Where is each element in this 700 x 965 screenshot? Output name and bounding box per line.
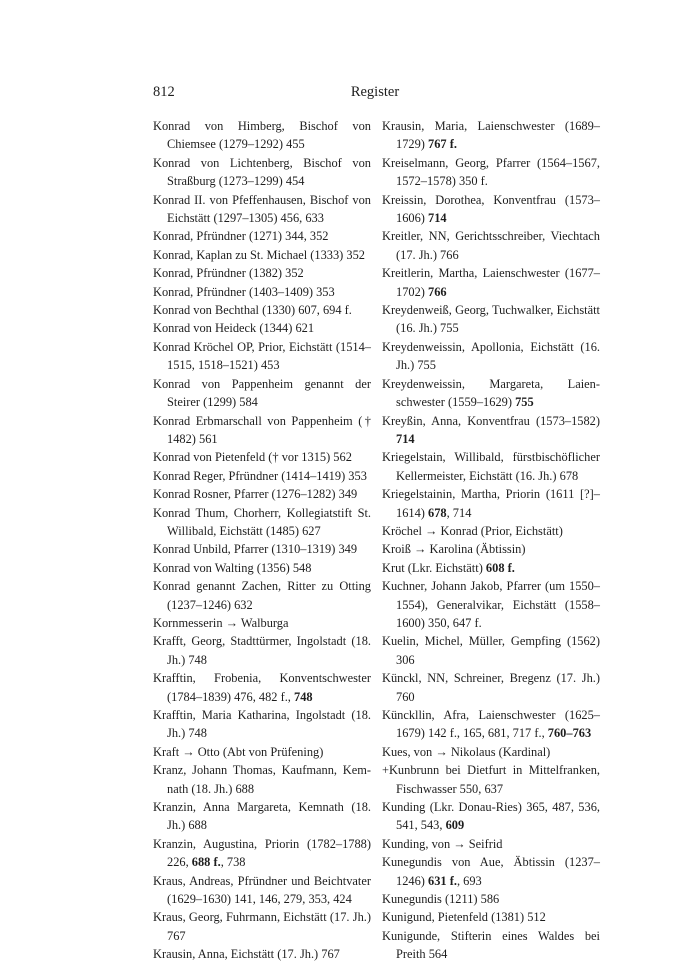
entry-text: Kraft → Otto (Abt von Prüfening): [153, 744, 324, 759]
entry-text: , 714: [446, 505, 472, 520]
index-entry: [153, 559, 371, 577]
entry-page-ref-bold: 748: [294, 689, 313, 704]
index-entry: [382, 191, 600, 228]
entry-text: Konrad, Pfründner (1382) 352: [153, 266, 304, 281]
entry-text: Konrad, Kaplan zu St. Michael (1333) 352: [153, 247, 365, 262]
index-entry: [382, 706, 600, 743]
entry-page-ref-bold: 760–763: [547, 726, 592, 741]
entry-text: Kreitlerin, Martha, Laienschwester (1677–1702): [382, 266, 600, 299]
index-entry: [382, 412, 600, 449]
index-entry: [382, 632, 600, 669]
index-entry: [153, 540, 371, 558]
page-header: [153, 84, 597, 104]
entry-text: Kreitler, NN, Gerichtsschreiber, Viechtach (17. Jh.) 766: [382, 229, 600, 262]
index-entry: [382, 559, 600, 577]
entry-text: Kunegundis (1211) 586: [382, 892, 500, 907]
index-entry: [153, 835, 371, 872]
index-entry: [382, 890, 600, 908]
index-entry: [153, 448, 371, 466]
entry-text: Kröchel → Konrad (Prior, Eichstätt): [382, 523, 563, 538]
entry-text: +Kunbrunn bei Dietfurt in Mittelfranken, Fischwasser 550, 637: [382, 763, 600, 796]
entry-text: Kreissin, Dorothea, Konventfrau (1573–1606): [382, 192, 600, 226]
index-entry: [382, 522, 600, 540]
index-entry: [153, 761, 371, 798]
entry-text: Kunegundis von Aue, Äbtissin (1237–1246): [382, 855, 600, 888]
entry-text: , 693: [456, 873, 482, 888]
index-entry: [382, 117, 600, 154]
entry-text: Kranzin, Augustina, Priorin (1782–1788) 226,: [153, 836, 371, 870]
index-entry: [153, 301, 371, 319]
index-entry: [382, 375, 600, 412]
entry-text: Konrad II. von Pfeffenhausen, Bischof von Eichstätt (1297–1305) 456, 633: [153, 192, 371, 226]
index-entry: [382, 154, 600, 191]
entry-text: Kreydenweissin, Apollonia, Eichstätt (16. Jh.) 755: [382, 339, 600, 373]
index-entry: [153, 246, 371, 264]
index-entry: [153, 577, 371, 614]
index-entry: [153, 669, 371, 706]
entry-text: Kues, von → Nikolaus (Kardinal): [382, 744, 551, 759]
entry-text: Kunding (Lkr. Donau-Ries) 365, 487, 536, 541, 543,: [382, 800, 600, 833]
entry-text: Konrad von Bechthal (1330) 607, 694 f.: [153, 303, 352, 318]
index-entry: [153, 283, 371, 301]
index-entry: [153, 485, 371, 503]
index-entry: [153, 872, 371, 909]
entry-text: Krafftin, Maria Katharina, Ingolstadt (18. Jh.) 748: [153, 708, 371, 741]
index-entry: [153, 191, 371, 228]
index-entry: [382, 761, 600, 798]
entry-text: Konrad Thum, Chorherr, Kollegiatstift St. Willibald, Eichstätt (1485) 627: [153, 505, 371, 538]
entry-text: Künckllin, Afra, Laienschwester (1625–1679) 142 f., 165, 681, 717 f.,: [382, 708, 600, 741]
entry-text: Konrad Unbild, Pfarrer (1310–1319) 349: [153, 542, 358, 557]
index-entry: [153, 154, 371, 191]
index-entry: [382, 301, 600, 338]
index-entry: [153, 338, 371, 375]
index-entry: [382, 743, 600, 761]
index-entry: [382, 577, 600, 632]
index-entry: [382, 264, 600, 301]
entry-text: Konrad Reger, Pfründner (1414–1419) 353: [153, 468, 367, 483]
index-entry: [382, 853, 600, 890]
entry-text: Kroiß → Karolina (Äbtissin): [382, 542, 526, 557]
index-entry: [153, 117, 371, 154]
entry-text: Kriegelstain, Willibald, fürstbischöflicher Kellermeister, Eichstätt (16. Jh.) 678: [382, 450, 600, 483]
entry-text: Krausin, Maria, Laienschwester (1689–1729): [382, 119, 600, 152]
entry-text: , 738: [220, 855, 246, 870]
entry-text: Konrad von Lichtenberg, Bischof von Straßburg (1273–1299) 454: [153, 155, 371, 189]
entry-text: Konrad von Heideck (1344) 621: [153, 321, 315, 336]
entry-text: Konrad genannt Zachen, Ritter zu Otting (1237–1246) 632: [153, 579, 371, 612]
entry-text: Konrad von Pappenheim genannt der Steirer (1299) 584: [153, 376, 371, 410]
index-entry: [382, 485, 600, 522]
entry-text: Kunigund, Pietenfeld (1381) 512: [382, 910, 546, 925]
entry-text: Konrad, Pfründner (1403–1409) 353: [153, 284, 335, 299]
entry-text: Krafft, Georg, Stadttürmer, Ingolstadt (18. Jh.) 748: [153, 634, 371, 667]
entry-text: Kunigunde, Stifterin eines Waldes bei Preith 564: [382, 928, 600, 962]
index-entry: [382, 927, 600, 964]
entry-text: Kriegelstainin, Martha, Priorin (1611 [?]–1614): [382, 487, 600, 520]
index-entry: [382, 448, 600, 485]
index-entry: [382, 338, 600, 375]
entry-text: Kornmesserin → Walburga: [153, 615, 289, 630]
index-entry: [153, 375, 371, 412]
index-entry: [153, 945, 371, 963]
index-entry: [153, 706, 371, 743]
index-entry: [153, 264, 371, 282]
entry-text: Kuchner, Johann Jakob, Pfarrer (um 1550–1554), Generalvikar, Eichstätt (1558–1600) 350, 647 f.: [382, 579, 600, 630]
index-entry: [382, 908, 600, 926]
index-entry: [153, 467, 371, 485]
index-entry: [382, 798, 600, 835]
index-column-left: [153, 117, 371, 964]
entry-text: Kraus, Georg, Fuhrmann, Eichstätt (17. Jh.) 767: [153, 910, 371, 943]
entry-text: Kranzin, Anna Margareta, Kemnath (18. Jh.) 688: [153, 800, 371, 833]
entry-page-ref-bold: 608 f.: [485, 560, 515, 575]
entry-text: Kreyßin, Anna, Konventfrau (1573–1582): [382, 413, 600, 428]
index-entry: [382, 227, 600, 264]
entry-text: Konrad Erbmarschall von Pappenheim († 1482) 561: [153, 413, 371, 446]
index-entry: [153, 319, 371, 337]
entry-text: Kuelin, Michel, Müller, Gempfing (1562) 306: [382, 634, 600, 667]
index-entry: [153, 798, 371, 835]
entry-text: Künckl, NN, Schreiner, Bregenz (17. Jh.) 760: [382, 671, 600, 704]
index-column-right: [382, 117, 600, 964]
index-entry: [153, 632, 371, 669]
entry-text: Kranz, Johann Thomas, Kaufmann, Kemnath (18. Jh.) 688: [153, 763, 371, 796]
index-entry: [153, 908, 371, 945]
entry-page-ref-bold: 755: [515, 395, 534, 410]
entry-text: Kreiselmann, Georg, Pfarrer (1564–1567, 1572–1578) 350 f.: [382, 155, 600, 189]
index-entry: [153, 227, 371, 245]
entry-text: Konrad von Walting (1356) 548: [153, 560, 312, 575]
entry-text: Konrad, Pfründner (1271) 344, 352: [153, 229, 329, 244]
entry-text: Kraus, Andreas, Pfründner und Beichtvater (1629–1630) 141, 146, 279, 353, 424: [153, 873, 371, 907]
entry-page-ref-bold: 609: [445, 818, 465, 833]
index-entry: [153, 412, 371, 449]
entry-page-ref-bold: 767 f.: [428, 137, 457, 152]
index-entry: [153, 614, 371, 632]
page-number: 812: [153, 84, 175, 100]
index-entry: [153, 743, 371, 761]
entry-text: Konrad von Pietenfeld († vor 1315) 562: [153, 450, 352, 465]
entry-page-ref-bold: 714: [396, 431, 415, 446]
index-entry: [382, 540, 600, 558]
entry-text: Krut (Lkr. Eichstätt): [382, 560, 486, 575]
entry-page-ref-bold: 714: [428, 211, 447, 226]
entry-text: Krausin, Anna, Eichstätt (17. Jh.) 767: [153, 947, 340, 962]
entry-page-ref-bold: 766: [428, 284, 447, 299]
index-entry: [382, 669, 600, 706]
entry-text: Krafftin, Frobenia, Konventschwester (1784–1839) 476, 482 f.,: [153, 671, 371, 704]
entry-page-ref-bold: 678: [428, 505, 447, 520]
running-title: Register: [350, 84, 400, 100]
index-entry: [382, 835, 600, 853]
entry-text: Kunding, von → Seifrid: [382, 836, 503, 851]
entry-text: Konrad Rosner, Pfarrer (1276–1282) 349: [153, 487, 358, 502]
entry-text: Kreydenweissin, Margareta, Laienschwester (1559–1629): [382, 376, 600, 410]
entry-page-ref-bold: 688 f.: [191, 855, 221, 870]
entry-text: Kreydenweiß, Georg, Tuchwalker, Eichstätt (16. Jh.) 755: [382, 303, 600, 336]
index-entry: [153, 504, 371, 541]
entry-page-ref-bold: 631 f.: [428, 873, 457, 888]
entry-text: Konrad Kröchel OP, Prior, Eichstätt (1514–1515, 1518–1521) 453: [153, 339, 371, 373]
entry-text: Konrad von Himberg, Bischof von Chiemsee (1279–1292) 455: [153, 119, 371, 152]
